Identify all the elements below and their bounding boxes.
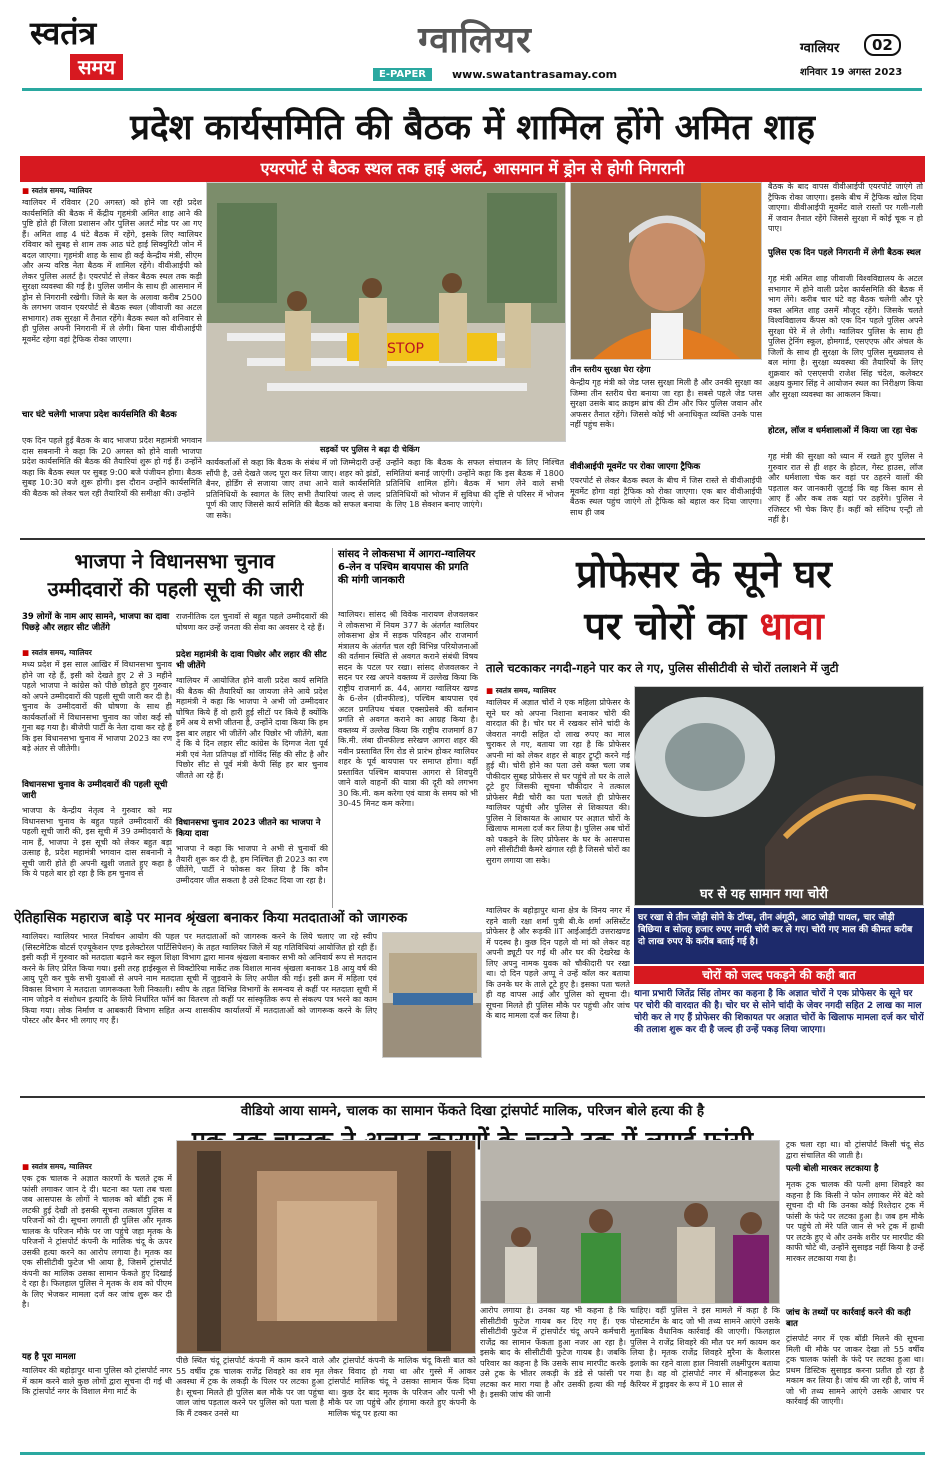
truck-byline: ■ स्वतंत्र समय, ग्वालियर xyxy=(22,1162,92,1172)
theft-text2: ग्वालियर के बहोड़ापुर थाना क्षेत्र के विनय नगर में रहने वाली रक्षा शर्मा पुत्री बी.के शर्मा असिस्टेंट प्रोफेसर है और रूड़की IIT आईआईटी उत्तराखण्ड में पदस्थ है। कुछ दिन पहले वो मां को लेकर वह अपनी ड्यूटी पर गई थी और घर की देखरेख के लिए अपनु नामक युवक को चौकीदारी पर रखा था। दो दिन पहले अप्पू ने उन्हें कॉल कर बताया कि उनके घर के ताले टूटे हुए है। इसका पता चलते ही वह वापस आई और पुलिस को सूचना दी। सूचना मिलते ही पुलिस मौके पर पहुंची और जांच के बाद मामला दर्ज कर लिया है। xyxy=(486,906,630,1020)
stolen-items-box: घर रखा से तीन जोड़ी सोने के टॉप्स, तीन अंगूठी, आठ जोड़ी पायल, चार जोड़ी बिछिया व सोलह हजार रुपए नगदी चोरी कर ले गए। चोरी गए माल की कीमत करीब दो लाख रुपए के करीब बताई गई है। xyxy=(634,908,924,964)
bjp-headline-line1: भाजपा ने विधानसभा चुनाव xyxy=(74,549,275,573)
theft-headline-line2 xyxy=(484,600,924,652)
lead-byline: ■ स्वतंत्र समय, ग्वालियर xyxy=(22,186,92,196)
footer-rule xyxy=(20,1452,925,1455)
lead-col1-sub: चार घंटे चलेगी भाजपा प्रदेश कार्यसमिति की बैठक xyxy=(22,410,177,420)
section-divider-1 xyxy=(20,538,925,540)
truck-text6: चाहिए। वहीं पुलिस ने इस मामले में कहा है कि पोस्टमार्टम के बाद जो भी तथ्य सामने आएंगे उसके मुताबिक वैधानिक कार्रवाई की जाएगी। फिलहाल पुलिस ने राजेंद्र शिवहरे की मौत पर मर्ग कायम कर लिया है। मृतक राजेंद्र शिवहरे मुरैना के कैलारस इलाके का रहने वाला हाल निवासी लक्ष्मीपुरम बताया गया है। वह वो ट्रांसपोर्ट नगर में श्रीनाहरूल फ्रेट कैरियर में ड्राइवर के रूप में 10 साल से xyxy=(630,1306,780,1389)
amit-shah-photo xyxy=(570,182,762,360)
theft-headline-line2-a: पर चोरों का xyxy=(584,604,760,648)
page-number: 02 xyxy=(864,34,901,56)
bjp-sub3: विधानसभा चुनाव 2023 जीतने का भाजपा ने किया दावा xyxy=(176,818,321,839)
chhatri-text: ग्वालियर। ग्वालियर भारत निर्वाचन आयोग की पहल पर मतदाताओं को जागरुक करने के लिये चलाए जा रहे स्वीप (सिस्टमेटिक वोटर्स एज्यूकेशन एण्ड इलेक्टोरल पार्टिसिपेशन) के तहत ग्वालियर जिले में यह गतिविधियां आयोजित हो रही हैं। इसी कड़ी में गुरुवार को मतदाता बढ़ाने कर स्कूल शिक्षा विभाग द्वारा मानव श्रृंखला बनाकर सभी को अनिवार्य रूप से मतदान करने के लिए प्रेरित किया गया। इसी तरह हाईस्कूल से विक्टोरिया मार्केट तक विशाल मानव श्रृंखला बनाकर 18 आयु वर्ष की आयु पूरी कर चुके सभी युवाओं से अपने नाम मतदाता सूची में जुड़वाने के लिए अपील की गई। इसी क्रम में महिला एवं विकास विभाग ने मतदाता जागरूकता रैली निकाली। स्वीप के तहत विभिन्न विभागों के समन्वय से कहीं पर मतदाता सूची में नाम जोड़ने व संशोधन इत्यादि के लिये निर्धारित फॉर्म का वितरण तो कहीं पर सांस्कृतिक रूप से संकल्प पत्र भरने का काम किया गया। लोक निर्माण व आबकारी विभाग सहित अन्य शासकीय कार्यालयों में मतदाताओं को जागरूक करने के लिए पोस्टर और बैनर भी लगाए गए हैं। xyxy=(22,932,377,1025)
human-chain-photo xyxy=(382,932,482,1058)
lead-col4-text: केन्द्रीय गृह मंत्री को जेड प्लस सुरक्षा मिली है और उनकी सुरक्षा का जिम्मा तीन स्तरीय घेरा बनाया जा रहा है। सबसे पहले जेड प्लस सुरक्षा उसके बाद क्राइम ब्रांच की टीम और फिर पुलिस जवान और अफसर तैनात रहेंगे। जिससे कोई भी अनाधिकृत व्यक्ति उनके पास नहीं पहुंच सके। xyxy=(570,378,762,429)
mp-text: ग्वालियर। सांसद श्री विवेक नारायण शेजवलकर ने लोकसभा में नियम 377 के अंतर्गत ग्वालियर लोकसभा क्षेत्र में सड़क परिवहन और राजमार्ग मंत्रालय के अंतर्गत चल रही विभिन्न परियोजनाओं की वर्तमान स्थिति से अवगत कराने संबंधी विषय सदन के पटल पर रखा। सांसद शेजवलकर ने सदन पर रख अपने वक्तव्य में उल्लेख किया कि राष्ट्रीय राजमार्ग क्र. 44, आगरा ग्वालियर खण्ड के 6-लेन (ग्रीनफील्ड), पश्चिम बायपास एवं अटल प्रगतिपथ चंबल एक्सप्रेसवे की वर्तमान प्रगति से अवगत कराने का आग्रह किया है। वक्तव्य में उल्लेख किया कि राष्ट्रीय राजमार्ग 87 कि.मी. लंबा ग्रीनफील्ड सरेखण आगरा शहर की नवीन प्रस्तावित रिंग रोड से प्रारंभ होकर ग्वालियर शहर के पूर्व बायपास पर समाप्त होगा। वहीं प्रस्तावित पश्चिम बायपास आगरा से शिवपुरी जाने वाले वाहनों की यात्रा की दूरी को लगभग 30 कि.मी. कम करेगा एवं यात्रा के समय को भी 30-45 मिनट कम करेगा। xyxy=(338,610,478,808)
bjp-text3: राजनीतिक दल चुनावों से बहुत पहले उम्मीदवारों की घोषणा कर उन्हें जनता की सेवा का अवसर दे रहे हैं। xyxy=(176,612,328,632)
amit-shah-portrait xyxy=(571,183,762,360)
bjp-text2: भाजपा के केन्द्रीय नेतृत्व ने गुरुवार को मप्र विधानसभा चुनाव के बहुत पहले उम्मीदवारों की पहली सूची जारी की, इस सूची में 39 उम्मीदवारों के नाम हैं, भाजपा ने इस सूची को लेकर बहुत बड़ा उत्साह है, प्रदेश महामंत्री भगवान दास सबनानी ने सूची जारी होते ही अपनी खुशी जताते हुए कहा है कि ये पहले बार हो रहा है कि हम चुनाव से xyxy=(22,806,172,878)
truck-text4: और ट्रांसपोर्ट कंपनी के मालिक चंदू किसी बात को लेकर विवाद हो गया था और गुस्से में आकर ट्रांसपोर्ट मालिक चंदू ने उसका सामान फेंक दिया था। कुछ देर बाद मृतक के परिजन और पत्नी भी मौके पर जा पहुंचे और हंगामा करते हुए कंपनी के मालिक चंदू पर हत्या का xyxy=(328,1356,476,1418)
lead-col5-sub: पुलिस एक दिन पहले निगरानी में लेगी बैठक स्थल xyxy=(768,248,921,258)
truck-text7: ट्रक चला रहा था। वो ट्रांसपोर्ट किसी चंदू सेठ द्वारा संचालित की जाती है। xyxy=(786,1140,924,1160)
truck-sub1: यह है पूरा मामला xyxy=(22,1352,76,1362)
lead-col5-text3: गृह मंत्री की सुरक्षा को ध्यान में रखते हुए पुलिस ने गुरुवार रात से ही शहर के होटल, गेस्ट हाउस, लॉज और धर्मशाला चेक कर वहां पर ठहरने वालों की पड़ताल कर जानकारी जुटाई कि वह किस काम से आए हैं और कब तक यहां पर ठहरेंगे। पुलिस ने रजिस्टर भी चेक किए हैं। कहीं को संदिग्ध एन्ट्री तो नहीं है। xyxy=(768,452,923,524)
truck-kicker: वीडियो आया सामने, चालक का सामान फेंकते दिखा ट्रांसपोर्ट मालिक, परिजन बोले हत्या की है xyxy=(240,1103,705,1119)
logo-top: स्वतंत्र xyxy=(30,14,97,52)
bjp-text1: मध्य प्रदेश में इस साल आखिर में विधानसभा चुनाव होने जा रहे हैं, इसी को देखते हुए 2 से 3 महीने पहले भाजपा ने कांग्रेस को पीछे छोड़ते हुए गुरुवार को अपने उम्मीदवारों की पहली सूची जारी कर दी है। चुनाव के उम्मीदवारों की घोषणा के साथ ही कार्यकर्ताओं में विधानसभा चुनाव का जोश कई सौ गुना बढ़ गया है। बीजेपी पार्टी के नेता दावा कर रहे हैं कि इस विधानसभा चुनाव में भाजपा 2023 का रण बड़े अंतर से जीतेगी। xyxy=(22,660,172,753)
website-link[interactable]: www.swatantrasamay.com xyxy=(452,68,618,81)
theft-text3: थाना प्रभारी जितेंद्र सिंह तोमर का कहना है कि अज्ञात चोरों ने एक प्रोफेसर के सूने घर पर चोरी की वारदात की है। चोर घर से सोने चांदी के जेवर नगदी सहित 2 लाख का माल चोरी कर ले गए हैं प्रोफेसर की शिकायत पर अज्ञात चोरों के खिलाफ मामला दर्ज कर चोरों की तलाश शुरू कर दी है जल्द ही उन्हें पकड़ लिया जाएगा। xyxy=(634,989,924,1035)
truck-text1: एक ट्रक चालक ने अज्ञात कारणों के चलते ट्रक में फांसी लगाकर जान दे दी। घटना का पता तब चला जब आसपास के लोगों ने चालक को बॉडी ट्रक में लटकी हुई देखी तो इसकी सूचना तत्काल पुलिस व परिजनों को दी। सूचना लगाती ही पुलिस और मृतक चालक के परिजन मौके पर जा पहुंचे जहा मृतक के परिजनों ने ट्रांसपोर्ट कंपनी के मालिक चंदू के ऊपर उसकी हत्या करने का आरोप लगाया है। मृतक का एक सीसीटीवी फुटेज भी आया है, जिसमें ट्रांसपोर्ट कंपनी का मालिक उसका सामान फेंकते हुए दिखाई दे रहा है। फिलहाल पुलिस ने मृतक के शव को पीएम के लिए भेजकर मामला दर्ज कर जांच शुरू कर दी है। xyxy=(22,1174,172,1309)
truck-scene-photo xyxy=(176,1140,476,1354)
issue-date: शनिवार 19 अगस्त 2023 xyxy=(800,67,903,78)
lead-col5-text2: गृह मंत्री अमित शाह जीवाजी विश्वविद्यालय के अटल सभागार में होने वाली प्रदेश कार्यसमिति की बैठक में भाग लेंगे। करीब चार घंटे वह बैठक चलेगी और पूरे वक्त अमित शाह उसमें मौजूद रहेंगे। जिसके चलते विश्वविद्यालय कैंपस को एक दिन पहले पुलिस अपने सुरक्षा घेरे में ले लेगी। ग्वालियर पुलिस के साथ ही पुलिस ट्रेनिंग स्कूल, होमगार्ड, एसएएफ और अंचल के जिलों के साथ ही सुरक्षा के लिए पुलिस मुख्यालय से बल मांगा है। सुरक्षा व्यवस्था की तैयारियों के लिए शुक्रवार को एसएसपी राजेश सिंह चंदेल, कलेक्टर अक्षय कुमार सिंह ने आयोजन स्थल का निरीक्षण किया और सुरक्षा व्यवस्था का आकलन किया। xyxy=(768,274,923,399)
lead-col4-sub: वीवीआईपी मूवमेंट पर रोका जाएगा ट्रैफिक xyxy=(570,462,701,472)
lead-col1-text2: एक दिन पहले हुई बैठक के बाद भाजपा प्रदेश महामंत्री भगवान दास सबनानी ने कहा कि 20 अगस्त को होने वाली भाजपा प्रदेश कार्यसमिति की बैठक की तैयारियां शुरू हो गई हैं। उन्होंने कहा कि बैठक स्थल पर सुबह 9:00 बजे पंजीयन होगा। बैठक सुबह 10:30 बजे शुरू होगी। इस दौरान उन्होंने कार्यसमिति की बैठक को लेकर चल रही तैयारियों की समीक्षा की। उन्होंने xyxy=(22,436,202,498)
masthead-rule xyxy=(22,88,922,91)
bjp-text5: भाजपा ने कहा कि भाजपा ने अभी से चुनावों की तैयारी शुरू कर दी है, हम निश्चित ही 2023 का रण जीतेंगे, पार्टी ने फोकस कर लिया है कि कौन उम्मीदवार जीत सकता है उसे टिकट दिया जा रहा है। xyxy=(176,844,328,885)
lead-subheadline: एयरपोर्ट से बैठक स्थल तक हाई अलर्ट, आसमान में ड्रोन से होगी निगरानी xyxy=(20,156,925,182)
bjp-sub1: विधानसभा चुनाव के उम्मीदवारों की पहली सूची जारी xyxy=(22,780,168,801)
theft-sub: चोरों को जल्द पकड़ने की कही बात xyxy=(634,966,924,984)
cctv-frame-image xyxy=(635,687,924,906)
svg-text:STOP: STOP xyxy=(387,341,424,357)
epaper-label: E-PAPER xyxy=(373,68,432,81)
section-divider-2 xyxy=(20,1096,925,1098)
bjp-text4: ग्वालियर में आयोजित होने वाली प्रदेश कार्य समिति की बैठक की तैयारियों का जायजा लेने आये प्रदेश महामंत्री ने कहा कि भाजपा ने अभी जो उम्मीदवार घोषित किये हैं वो हारी हुई सीटों पर किये हैं क्योंकि हमें अब ये सभी जीतना है, उन्होंने दावा किया कि हम इस बार लहार भी जीतेंगे और पिछोर भी जीतेंगे, बता दें कि ये दिन लहार सीट कांग्रेस के दिग्गज नेता पूर्व मंत्री एवं नेता प्रतिपक्ष डॉ गोविंद सिंह की सीट है और पिछोर सीट से पूर्व मंत्री केपी सिंह हर बार चुनाव जीतते आ रहे हैं। xyxy=(176,676,328,780)
lead-col5-sub2: होटल, लॉज व धर्मशालाओं में किया जा रहा चेक xyxy=(768,426,918,436)
theft-deck: ताले चटकाकर नगदी-गहने पार कर ले गए, पुलिस सीसीटीवी से चोरों तलाशने में जुटी xyxy=(486,661,839,675)
protest-image xyxy=(481,1141,780,1304)
theft-text1: ग्वालियर में अज्ञात चोरों ने एक महिला प्रोफेसर के सूने घर को अपना निशाना बनाकर चोरी की वारदात की है। चोर घर में रखकर सोने चांदी के जेवरात नगदी सहित दो लाख रुपए का माल चुराकर ले गए, बताया जा रहा है कि प्रोफेसर अपनी मां को लेकर शहर से बाहर ट्रूप्ट्री करने गई हुई थी। चोरी होने का पता उसे वक्त चला जब पौकीदार सुबह प्रोफेसर से घर पहुंचे तो घर के ताले टूटे हुए जिसकी सूचना चौकीदार ने तत्काल प्रोफेसर मैडी चोरी का पता चलते ही प्रोफेसर ग्वालियर पहुंची और पुलिस से शिकायत की। पुलिस ने शिकायत के आधार पर अज्ञात चोरों के खिलाफ मामला दर्ज कर लिया है। पुलिस अब चोरों को पकड़ने के लिए प्रोफेसर के घर के आसपास लगे सीसीटीवी कैमरे खंगाल रही है जिससे चोरों का सुराग लगाया जा सके। xyxy=(486,698,630,865)
lead-headline: प्रदेश कार्यसमिति की बैठक में शामिल होंगे अमित शाह xyxy=(130,108,815,148)
chhatri-headline: ऐतिहासिक महाराज बाड़े पर मानव श्रृंखला बनाकर किया मतदाताओं को जागरुक xyxy=(14,910,408,926)
bjp-byline: ■ स्वतंत्र समय, ग्वालियर xyxy=(22,648,92,658)
stolen-goods-photo xyxy=(634,686,924,906)
edition-label: ग्वालियर xyxy=(800,41,840,56)
lead-col2-text: कार्यकर्ताओं से कहा कि बैठक के संबंध में जो जिम्मेदारी उन्हें सौंपी है, उसे देखते जल्द पूरा कर लिया जाए। शहर को झंडों, बैनर, होर्डिंग से सजाया जाए तथा आने वाले कार्यसमिति प्रतिनिधियों के स्वागत के लिए सभी तैयारियां जल्द से जल्द पूर्ण की जाए जिससे कार्य समिति की बैठक को सफल बनाया जा सके। xyxy=(206,458,381,520)
protest-photo xyxy=(480,1140,780,1304)
logo-bottom: समय xyxy=(70,54,123,80)
lead-col1-text: ग्वालियर में रविवार (20 अगस्त) को होने जा रही प्रदेश कार्यसमिति की बैठक में केंद्रीय गृहमंत्री अमित शाह आने की पुष्टि होते ही जिला प्रशासन और पुलिस अलर्ट मोड पर आ गए हैं। अमित शाह 4 घंटे बैठक में रहेंगे, इसके लिए ग्वालियर रविवार को सुबह से शाम तक आठ घंटे हाई सिक्युरिटी जोन में बदल जाएगा। गृहमंत्री शाह के साथ ही कई केन्द्रीय मंत्री, सीएम और अन्य वरिष्ठ नेता बैठक में शामिल रहेंगे। वीवीआईपी को लेकर पुलिस अलर्ट है। एयरपोर्ट से लेकर बैठक स्थल तक कड़ी सुरक्षा व्यवस्था की गई है। पुलिस जमीन के साथ ही आसमान में ड्रोन से निगरानी रखेगी। जिले के बल के अलावा करीब 2500 के लगभग जवान एयरपोर्ट से बैठक स्थल (जीवाजी का अटल सभागार) तक सुरक्षा में तैनात रहेंगे। बैठक स्थल को शनिवार से ही पुलिस अपनी निगरानी में ले लेगी। बिना पास वीवीआईपी मूवमेंट रहेगा वहां ट्रैफिक रोका जाएगा। xyxy=(22,198,202,344)
truck-scene-image xyxy=(177,1141,476,1354)
truck-sub2: पत्नी बोली मारकर लटकाया है xyxy=(786,1164,879,1174)
lead-col5-text: बैठक के बाद वापस वीवीआईपी एयरपोर्ट जाएंगे तो ट्रैफिक रोका जाएगा। इसके बीच में ट्रैफिक खोल दिया जाएगा। वीवीआईपी मूवमेंट वाले रास्तों पर गली-गली में जवान तैनात रहेंगे जिससे सुरक्षा में कोई चूक न हो पाए। xyxy=(768,182,923,233)
bjp-headline-line2: उम्मीदवारों की पहली सूची की जारी xyxy=(47,577,304,601)
truck-text3: पीछे स्थित चंदू ट्रांसपोर्ट कंपनी में काम करने वाले 55 वर्षीय ट्रक चालक राजेंद्र शिवहरे का शव मृत अवस्था में ट्रक के लकड़ी के पिलर पर लटका हुआ है। सूचना मिलते ही पुलिस बल मौके पर जा पहुंचा जाल जांच पड़ताल करने पर पुलिस को पता चला है कि मैं टक्कर उनसे था xyxy=(176,1356,324,1418)
truck-text9: ट्रांसपोर्ट नगर में एक बॉडी मिलने की सूचना मिली थी मौके पर जाकर देखा तो 55 वर्षीय ट्रक चालक फांसी के फंदे पर लटका हुआ था। प्रथम डिस्टिक सुसाइड करना प्रतीत हो रहा है मकाम कर लिया है। जांच की जा रही है, जांच में जो भी तथ्य सामने आएंगे उसके आधार पर कार्रवाई की जाएगी। xyxy=(786,1334,924,1406)
city-title: ग्वालियर xyxy=(418,20,532,61)
lead-col3-text: उन्होंने कहा कि बैठक के सफल संचालन के लिए निश्चित समितियां बनाई जाएंगी। उन्होंने कहा कि इस बैठक में 1800 प्रतिनिधि शामिल होंगे। बैठक में भाग लेने वाले सभी प्रतिनिधियों को भोजन में सुविधा की दृष्टि से परिसर में भोजन के लिए 18 सेक्शन बनाए जाएंगे। xyxy=(386,458,564,509)
theft-headline-line1: प्रोफेसर के सूने घर xyxy=(576,552,832,596)
police-photo-image xyxy=(207,183,566,442)
police-photo-caption: सड़कों पर पुलिस ने बढ़ा दी चेकिंग xyxy=(320,445,420,454)
truck-text2: ग्वालियर की बहोड़ापुर थाना पुलिस को ट्रांसपोर्ट नगर में काम करने वाले कुछ लोगों द्वारा सूचना दी गई थी कि ट्रांसपोर्ट नगर के विशाल मेगा मार्ट के xyxy=(22,1366,172,1396)
theft-headline-line2-b: धावा xyxy=(759,604,824,648)
truck-text8: मृतक ट्रक चालक की पत्नी क्षमा शिवहरे का कहना है कि किसी ने फोन लगाकर मेरे बेटे को सूचना दी थी कि उनका कोई रिश्तेदार ट्रक में फांसी के फंदे पर लटका हुआ है। जब हम मौके पर पहुंचे तो मेरे पति जान से भरे ट्रक में हाथी पर लटके हुए थे और उनके शरीर पर मारपीट की काफी चोटे थी, उन्होंने सुसाइड नहीं किया है उन्हें मारकर लटकाया गया है। xyxy=(786,1180,924,1263)
bjp-kicker: 39 लोगों के नाम आए सामने, भाजपा का दावा पिछड़े और लहार सीट जीतेंगे xyxy=(22,612,170,633)
bjp-sub2: प्रदेश महामंत्री के दावा पिछोर और लहार की सीट भी जीतेंगे xyxy=(176,650,327,671)
truck-text5: आरोप लगाया है। उनका यह भी कहना है कि सीसीटीवी फुटेज गायब कर दिए गए हैं। एक सीसीटीवी फुटेज में ट्रांसपोर्टर चंदू अपने कर्मचारी राजेंद्र का सामान फेंकता हुआ नजर आ रहा है। इसके बाद के सीसीटीवी फुटेज गायब है। जबकि परिवार का कहना है कि उसके साथ मारपीट करके उसे ट्रक के भीतर लकड़ी के डंडे से फांसी पर लटका कर मारा गया है और उसकी हत्या की गई है। इसकी जांच की जानी xyxy=(480,1306,626,1399)
stolen-photo-caption: घर से यह सामान गया चोरी xyxy=(700,887,828,902)
mp-headline: सांसद ने लोकसभा में आगरा-ग्वालियर 6-लेन व पश्चिम बायपास की प्रगति की मांगी जानकारी xyxy=(338,549,476,586)
truck-sub3: जांच के तथ्यों पर कार्रवाई करने की कही बात xyxy=(786,1308,911,1329)
lead-col4-text2: एयरपोर्ट से लेकर बैठक स्थल के बीच में जिस रास्ते से वीवीआईपी मूवमेंट होगा वहां ट्रैफिक को रोका जाएगा। एक बार वीवीआईपी बैठक स्थल पहुंच जाएंगे तो ट्रैफिक को बहाल कर दिया जाएगा। साथ ही जब xyxy=(570,476,762,517)
shah-photo-caption: तीन स्तरीय सुरक्षा घेरा रहेगा xyxy=(570,365,651,374)
masthead xyxy=(0,0,945,92)
theft-byline: ■ स्वतंत्र समय, ग्वालियर xyxy=(486,686,556,696)
logo xyxy=(30,14,160,84)
human-chain-image xyxy=(383,933,482,1058)
mp-rule xyxy=(332,548,333,908)
police-photo xyxy=(206,182,566,442)
